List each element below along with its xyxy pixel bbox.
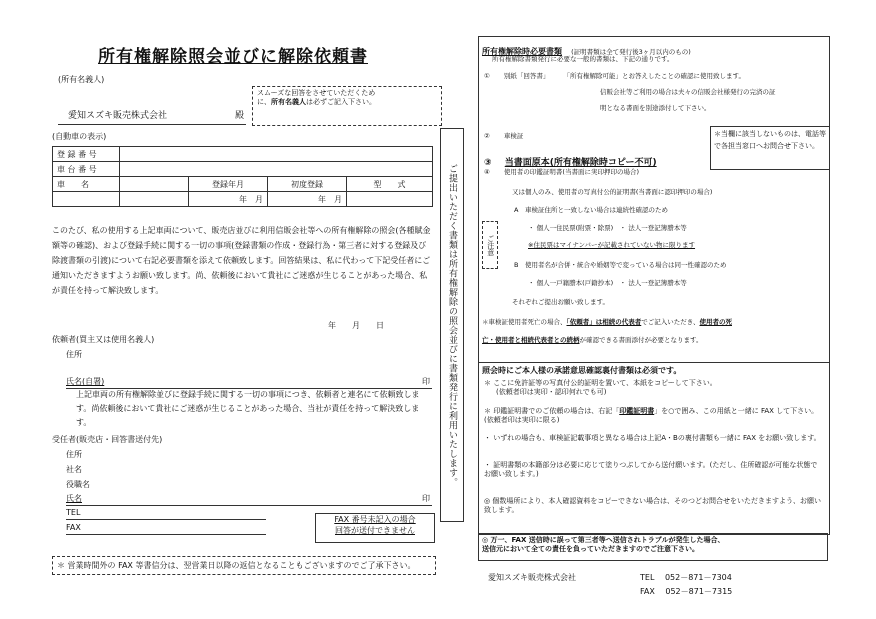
item1-line-2: 信販会社等ご利用の場合は夫々の信販会社様発行の完済の証 [600,88,776,96]
page-title: 所有権解除照会並びに解除依頼書 [98,47,368,67]
vehicle-row-reg [53,147,433,162]
condition-b: B 使用者名が合併・統合や婚姻等で変っている場合は同一性確認のため [514,261,727,269]
car-name-field[interactable] [120,177,189,192]
owner-company-line [58,110,246,125]
agent-title-label: 役職名 [66,480,90,489]
footer-fax-label: FAX [640,587,655,596]
footer-tel-number: 052－871－7304 [664,573,732,582]
model-value[interactable] [347,192,433,207]
date-label: 年 月 日 [328,321,384,330]
condition-a-docs: ・ 個人一住民票(附票・除票) ・ 法人一登記簿謄本等 [528,224,687,232]
agent-fax-line [66,522,266,535]
model-label: 型 式 [347,177,433,192]
main-paragraph: このたび、私の使用する上記車両について、販売店並びに利用信販会社等への所有権解除の照会(各種賦金額等の確認)、および登録手続に関する一切の事項(登録書類の作成・登録行為・第三者に対する登録及び除渡書類の引渡)について右記必要書類を添えて依頼致します。回答結果は、私に代わって下記受任者にご通知いただきますようお願い致します。尚、依頼後において貴社にご迷惑が生じることがあった場合、私が責任を持って解決致します。 [52,226,431,295]
fax-warning-box [315,513,435,543]
inquiry-item-5: ◎ 個数場所により、本人確認資料をコピーできない場合は、そのつどお問合せをいただきますよう、お願い致します。 [484,497,822,515]
req-subtitle: (証明書類は全て発行後3ヶ月以内のもの) [571,48,691,56]
inquiry-item-1: ＊ ここに免許証等の写真付公的証明を置いて、本紙をコピーして下さい。 (依頼者印は実印・認印何れでも可) [484,379,717,397]
caution-box [482,221,498,269]
agent-company-label: 社名 [66,465,82,474]
vehicle-section-label: (自動車の表示) [52,132,107,141]
contact-note-box: ＊当欄に該当しないものは、電話等で各担当窓口へお問合せ下さい。 [710,126,830,170]
client-seal: 印 [422,377,430,386]
reg-no-label: 登 録 番 号 [53,147,120,162]
chassis-label: 車 台 番 号 [53,162,120,177]
condition-b-docs: ・ 個人一戸籍謄本(戸籍抄本) ・ 法人一登記簿謄本等 [528,279,687,287]
vehicle-table [52,146,433,207]
inquiry-item-2: ＊ 印鑑証明書でのご依頼の場合は、右記「印鑑証明書」を○で囲み、この用紙と一緒に FAX して下さい。(依頼者印は実印に限る) [484,407,819,425]
footer-tel [640,572,732,583]
agent-name-line [66,493,432,506]
item4-label: 使用者の印鑑証明書(当書面に実印押印の場合) [503,168,639,176]
item1-line-3: 明となる書面を別途添付して下さい。 [600,104,711,112]
client-label: 依頼者(買主又は使用名義人) [52,335,155,344]
vehicle-row-chassis [53,162,433,177]
agent-tel-line [66,507,266,520]
owner-company: 愛知スズキ販売株式会社 [68,111,168,121]
fax-warning-line-2: 回答が送付できません [335,526,415,536]
item3-row [484,150,657,170]
caution-label: ご注意 [486,234,495,256]
item2-row [484,132,523,140]
item4-number: ④ [484,168,490,176]
owner-suffix: 殿 [234,111,244,121]
car-name-label: 車 名 [53,177,120,192]
agent-seal: 印 [422,494,430,503]
footer-tel-label: TEL [640,573,655,582]
item1-row [484,72,745,80]
item4-row [484,168,639,176]
reg-date-label: 登録年月 [189,177,268,192]
inquiry-item-3: ・ いずれの場合も、車検証記載事項と異なる場合は上記A・Bの裏付書類も一緒に FAX をお願い致します。 [484,434,821,442]
deceased-note-line-2: 亡・使用者と相続代表者との続柄が確認できる書面添付が必要となります。 [482,336,703,344]
vehicle-row-values [53,192,433,207]
footer-fax [640,586,732,597]
req-title: 所有権解除時必要書類 [482,47,562,56]
condition-a: A 車検証住所と一致しない場合は連続性確認のため [514,206,668,214]
agent-address-label: 住所 [66,450,82,459]
item3-label: 当書面原本(所有権解除時コピー不可) [504,158,657,168]
item3-number: ③ [484,158,492,168]
smooth-note-line-2: に、所有名義人は必ずご記入下さい。 [257,98,376,107]
agent-tel-label: TEL [66,508,81,517]
fax-responsibility-line-2: 送信元において全ての責任を負っていただきますのでご注意下さい。 [482,545,699,554]
delegation-paragraph: 上記車両の所有権解除並びに登録手続に関する一切の事項につき、依頼者と連名にて依頼致します。尚依頼後において貴社にご迷惑が生じることがあった場合、当社が責任を持って解決致します。 [76,390,420,427]
reg-date-value[interactable]: 年 月 [189,192,268,207]
vertical-notice: ご提出いただく書類は所有権解除の照会並びに書類発行に利用いたします。 [447,163,457,487]
first-reg-value[interactable]: 年 月 [268,192,347,207]
footer-fax-number: 052－871－7315 [665,587,733,596]
first-reg-label: 初度登録 [268,177,347,192]
alt-id-line: 又は個人のみ、使用者の写真付公的証明書(当書面に認印押印の場合) [512,188,713,196]
item1-label: 別紙「回答書」 [503,72,550,80]
client-address-label: 住所 [66,350,82,359]
business-hours-note: ＊ 営業時間外の FAX 等書信分は、翌営業日以降の返信となることもございますのでご了承下さい。 [52,556,436,575]
chassis-field[interactable] [120,162,433,177]
item1-number: ① [484,72,490,80]
reg-no-field[interactable] [120,147,433,162]
mynumber-note: ※住民票はマイナンバーが記載されていない物に限ります [528,241,696,249]
agent-label: 受任者(販売店・回答書送付先) [52,435,163,444]
fax-responsibility-line-1: ◎ 万一、FAX 送信時に誤って第三者等へ送信されトラブルが発生した場合、 [482,536,725,544]
required-documents-panel [478,36,830,363]
client-name-label: 氏名(自署) [66,377,105,386]
smooth-note-line-1: スムーズな回答をさせていただくため [257,89,376,97]
item2-number: ② [484,132,490,140]
deceased-note-line-1: ＊車検証使用者死亡の場合、「依頼者」は相続の代表者でご記入いただき、使用者の死 [482,318,732,326]
car-name-value[interactable] [53,192,120,207]
smooth-answer-note [252,86,442,126]
owner-label: (所有名義人) [58,75,105,84]
item2-label: 車検証 [503,132,524,140]
inquiry-item-4: ・ 証明書類の本籍部分は必要に応じて塗りつぶしてから送付願います。(ただし、住所確認が可能な状態でお願い致します。) [484,461,818,479]
req-intro: 所有権解除書類発行に必要な一般的書類は、下記の通りです。 [492,55,674,63]
agent-fax-label: FAX [66,523,81,532]
agent-name-label: 氏名 [66,494,82,503]
vehicle-row-header [53,177,433,192]
fax-warning-line-1: FAX 番号未記入の場合 [334,515,416,524]
footer-company: 愛知スズキ販売株式会社 [488,573,576,582]
inquiry-title: 照会時にご本人様の承諾意思確認裏付書類は必須です。 [482,366,682,375]
submit-each-note: それぞれご提出お願い致します。 [512,298,609,306]
car-name-value-2[interactable] [120,192,189,207]
vertical-notice-box [440,128,464,522]
fax-responsibility-warning [478,533,828,561]
item1-desc: 「所有権解除可能」とお答えしたことの確認に使用致します。 [563,72,745,80]
